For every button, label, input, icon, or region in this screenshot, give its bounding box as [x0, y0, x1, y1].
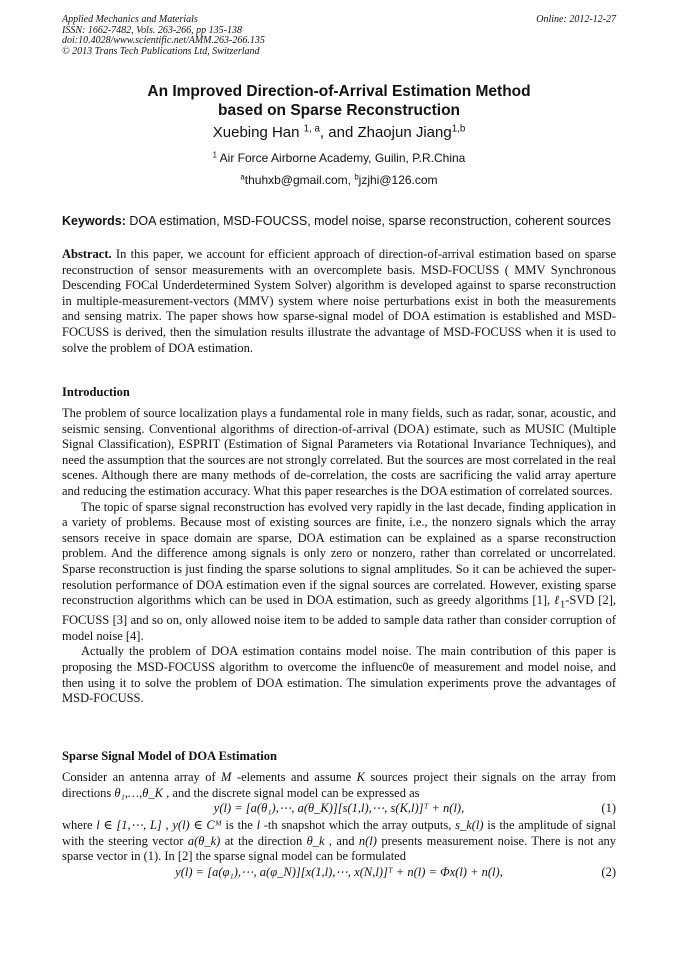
w4: -th snapshot which the array outputs, — [260, 818, 456, 833]
author-line — [62, 124, 616, 141]
w-range: l ∈ [1,⋯, L] — [96, 818, 162, 833]
keywords — [62, 214, 618, 228]
model-intro — [62, 770, 616, 801]
var-K: K — [356, 770, 365, 784]
equation-1-number: (1) — [601, 801, 616, 816]
model-t1: Consider an antenna array of — [62, 770, 222, 784]
issn-line: ISSN: 1662-7482, Vols. 263-266, pp 135-138 — [62, 24, 242, 36]
affiliation — [62, 151, 616, 165]
w-s: s_k(l) — [455, 818, 484, 833]
w-a: a(θ_k) — [187, 833, 221, 848]
equation-1-body: y(l) = [a(θ₁),⋯, a(θ_K)][s(1,l),⋯, s(K,l)]ᵀ + n(l), — [213, 801, 465, 816]
email-b: jzjhi@126.com — [358, 173, 438, 187]
intro-paragraph-3: Actually the problem of DOA estimation contains model noise. The main contribution of this paper is proposing the MSD-FOCUSS algorithm to overcome the influenc0e of measurement and model noise, and then using it to solve the problem of DOA estimation. The simulation experiments prove the advantages of MSD-FOCUSS. — [62, 644, 616, 706]
author-2-affil: 1,b — [451, 123, 466, 135]
intro-paragraph-1: The problem of source localization plays a fundamental role in many fields, such as radar, sonar, acoustic, and seismic sensing. Conventional algorithms of direction-of-arrival (DOA) estimate, such as MUSIC (Multiple Signal Classification), ESPRIT (Estimation of Signal Parameters via Rotational Invariance Techniques), and need the assumption that the sources are not strongly correlated. But the sources are most correlated in the real scenes. Although there are many methods of de-correlation, the costs are sacrificing the valid array aperture and reducing the estimation accuracy. What this paper researches is the DOA estimation of correlated sources. — [62, 406, 616, 498]
w3: is the — [221, 818, 257, 833]
equation-2 — [62, 865, 616, 882]
w8: presents measurement noise. There is not any sparse vector in (1). In [2] the sparse signal model can be formulated — [62, 833, 616, 864]
intro-p2-part-b: -SVD [2], FOCUSS [3] and so on, only allowed noise item to be added to sample data rather than consider corruption of model noise [4]. — [62, 593, 616, 643]
w-y: y(l) ∈ Cᴹ — [172, 818, 222, 833]
var-thetas: θ₁,…,θ_K — [114, 785, 163, 800]
model-where — [62, 818, 616, 865]
w5: is the amplitude of signal with the steering vector — [62, 818, 616, 848]
model-t2: -elements and assume — [231, 770, 357, 784]
sparse-model-heading: Sparse Signal Model of DOA Estimation — [62, 749, 277, 763]
equation-2-body: y(l) = [a(φ₁),⋯, a(φ_N)][x(1,l),⋯, x(N,l)]ᵀ + n(l) = Φx(l) + n(l), — [175, 864, 503, 879]
email-a: thuhxb@gmail.com, — [244, 173, 355, 187]
intro-paragraph-2 — [62, 500, 616, 645]
abstract-label: Abstract. — [62, 247, 112, 261]
w1: where — [62, 818, 97, 833]
email-a-marker: a — [240, 172, 245, 182]
w7: , and — [324, 833, 359, 848]
doi-line: doi:10.4028/www.scientific.net/AMM.263-266.135 — [62, 35, 265, 46]
title-line-2: based on Sparse Reconstruction — [217, 102, 461, 119]
model-t4: , and the discrete signal model can be expressed as — [163, 785, 420, 800]
introduction-body — [62, 406, 616, 707]
intro-p2-part-a: The topic of sparse signal reconstruction has evolved very rapidly in the last decade, finding application in a variety of problems. Because most of existing sources are finite, i.e., the nonzero signals which the array sensors receive in space domain are sparse, DOA estimation can be explained as a sparse reconstruction problem. And the difference among signals is only zero or nonzero, rather than correlated or uncorrelated. Sparse reconstruction is just finding the sparse solutions to signal amplitudes. So it can be achieved the super-resolution performance of DOA estimation even if the signal sources are correlated. However, existing sparse reconstruction algorithms which can be used in DOA estimation, such as greedy algorithms [1], — [62, 499, 616, 608]
var-M: M — [221, 770, 232, 784]
journal-name: Applied Mechanics and Materials — [62, 14, 198, 25]
email-b-marker: b — [354, 172, 359, 182]
author-1: Xuebing Han — [212, 124, 300, 141]
copyright-line: © 2013 Trans Tech Publications Ltd, Switzerland — [62, 45, 260, 57]
keywords-text: DOA estimation, MSD-FOUCSS, model noise, sparse reconstruction, coherent sources — [129, 214, 611, 228]
w-theta: θ_k — [306, 833, 325, 848]
w2: , — [161, 818, 173, 833]
equation-1 — [62, 801, 616, 818]
email-line — [62, 173, 616, 187]
model-t3: sources project their signals on the array from directions — [62, 770, 617, 800]
equation-2-number: (2) — [601, 864, 616, 879]
w-n: n(l) — [358, 833, 377, 848]
title-line-1: An Improved Direction-of-Arrival Estimation Method — [147, 83, 531, 100]
author-2: Zhaojun Jiang — [357, 124, 452, 141]
author-1-affil: 1, a — [303, 123, 320, 135]
affiliation-text: Air Force Airborne Academy, Guilin, P.R.China — [219, 151, 466, 165]
introduction-heading: Introduction — [62, 385, 130, 399]
w6: at the direction — [220, 833, 307, 848]
w-l: l — [256, 818, 261, 833]
sparse-model-body — [62, 770, 616, 882]
paper-title — [62, 82, 616, 120]
online-date: Online: 2012-12-27 — [536, 14, 616, 25]
abstract — [62, 247, 616, 356]
author-separator: , and — [319, 124, 358, 141]
abstract-text: In this paper, we account for efficient approach of direction-of-arrival estimation based on sparse reconstruction of sensor measurements with an overcomplete basis. MSD-FOCUSS ( MMV Synchronous Descending FOCal Underdetermined System Solver) algorithm is developed against to sparse reconstruction in multiple-measurement-vectors (MMV) system where noise perturbations exist in both the measurements and sensing matrix. The paper shows how sparse-signal model of DOA estimation is established and MSD-FOCUSS is derived, then the simulation results illustrate the advantage of MSD-FOCUSS when it is used to solve the problem of DOA estimation. — [62, 247, 617, 355]
journal-header — [62, 15, 265, 57]
keywords-label: Keywords: — [62, 214, 126, 228]
l1-symbol: ℓ — [554, 593, 561, 608]
l1-subscript: 1 — [560, 599, 566, 611]
affiliation-marker: 1 — [212, 150, 217, 160]
